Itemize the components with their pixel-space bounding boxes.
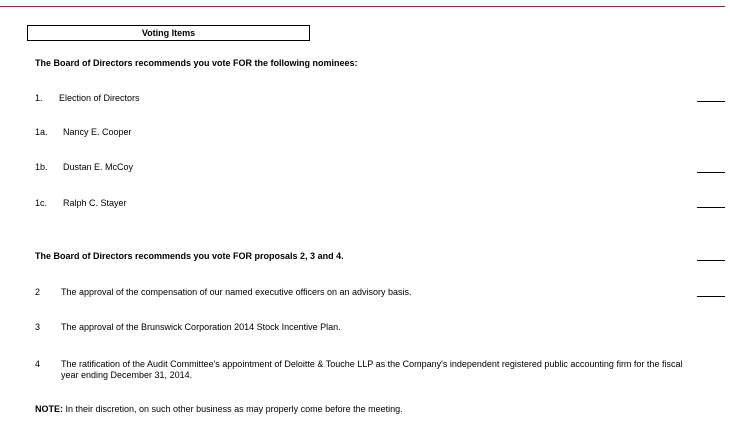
proposal-2-label: The approval of the compensation of our named executive officers on an advisory basis. [61, 287, 412, 297]
item-number: 1a. [35, 127, 48, 137]
vote-line[interactable] [697, 101, 725, 102]
section-1-heading: The Board of Directors recommends you vote FOR the following nominees: [35, 58, 358, 68]
vote-line[interactable] [697, 260, 725, 261]
item-number: 2 [35, 287, 41, 297]
item-number: 1. [35, 93, 43, 103]
note-label: NOTE: [35, 404, 63, 414]
proposal-4-label: The ratification of the Audit Committee's appointment of Deloitte & Touche LLP as the Company's independent registered public accounting firm for the fiscal year ending December 31, 2014. [61, 359, 683, 380]
item-number: 1c. [35, 198, 48, 208]
nominee-dustan-mccoy: Dustan E. McCoy [63, 162, 134, 172]
proposal-3-label: The approval of the Brunswick Corporation 2014 Stock Incentive Plan. [61, 322, 341, 332]
section-2-heading: The Board of Directors recommends you vote FOR proposals 2, 3 and 4. [35, 251, 344, 261]
item-number: 3 [35, 322, 41, 332]
vote-line[interactable] [697, 207, 725, 208]
nominee-nancy-cooper: Nancy E. Cooper [63, 127, 132, 137]
note [35, 404, 403, 414]
note-text: In their discretion, on such other business as may properly come before the meeting. [63, 404, 403, 414]
item-number: 4 [35, 359, 41, 369]
item-label-election-of-directors: Election of Directors [59, 93, 140, 103]
item-number: 1b. [35, 162, 48, 172]
top-divider [0, 6, 725, 7]
vote-line[interactable] [697, 296, 725, 297]
vote-line[interactable] [697, 172, 725, 173]
nominee-ralph-stayer: Ralph C. Stayer [63, 198, 127, 208]
voting-items-header: Voting Items [27, 25, 310, 41]
